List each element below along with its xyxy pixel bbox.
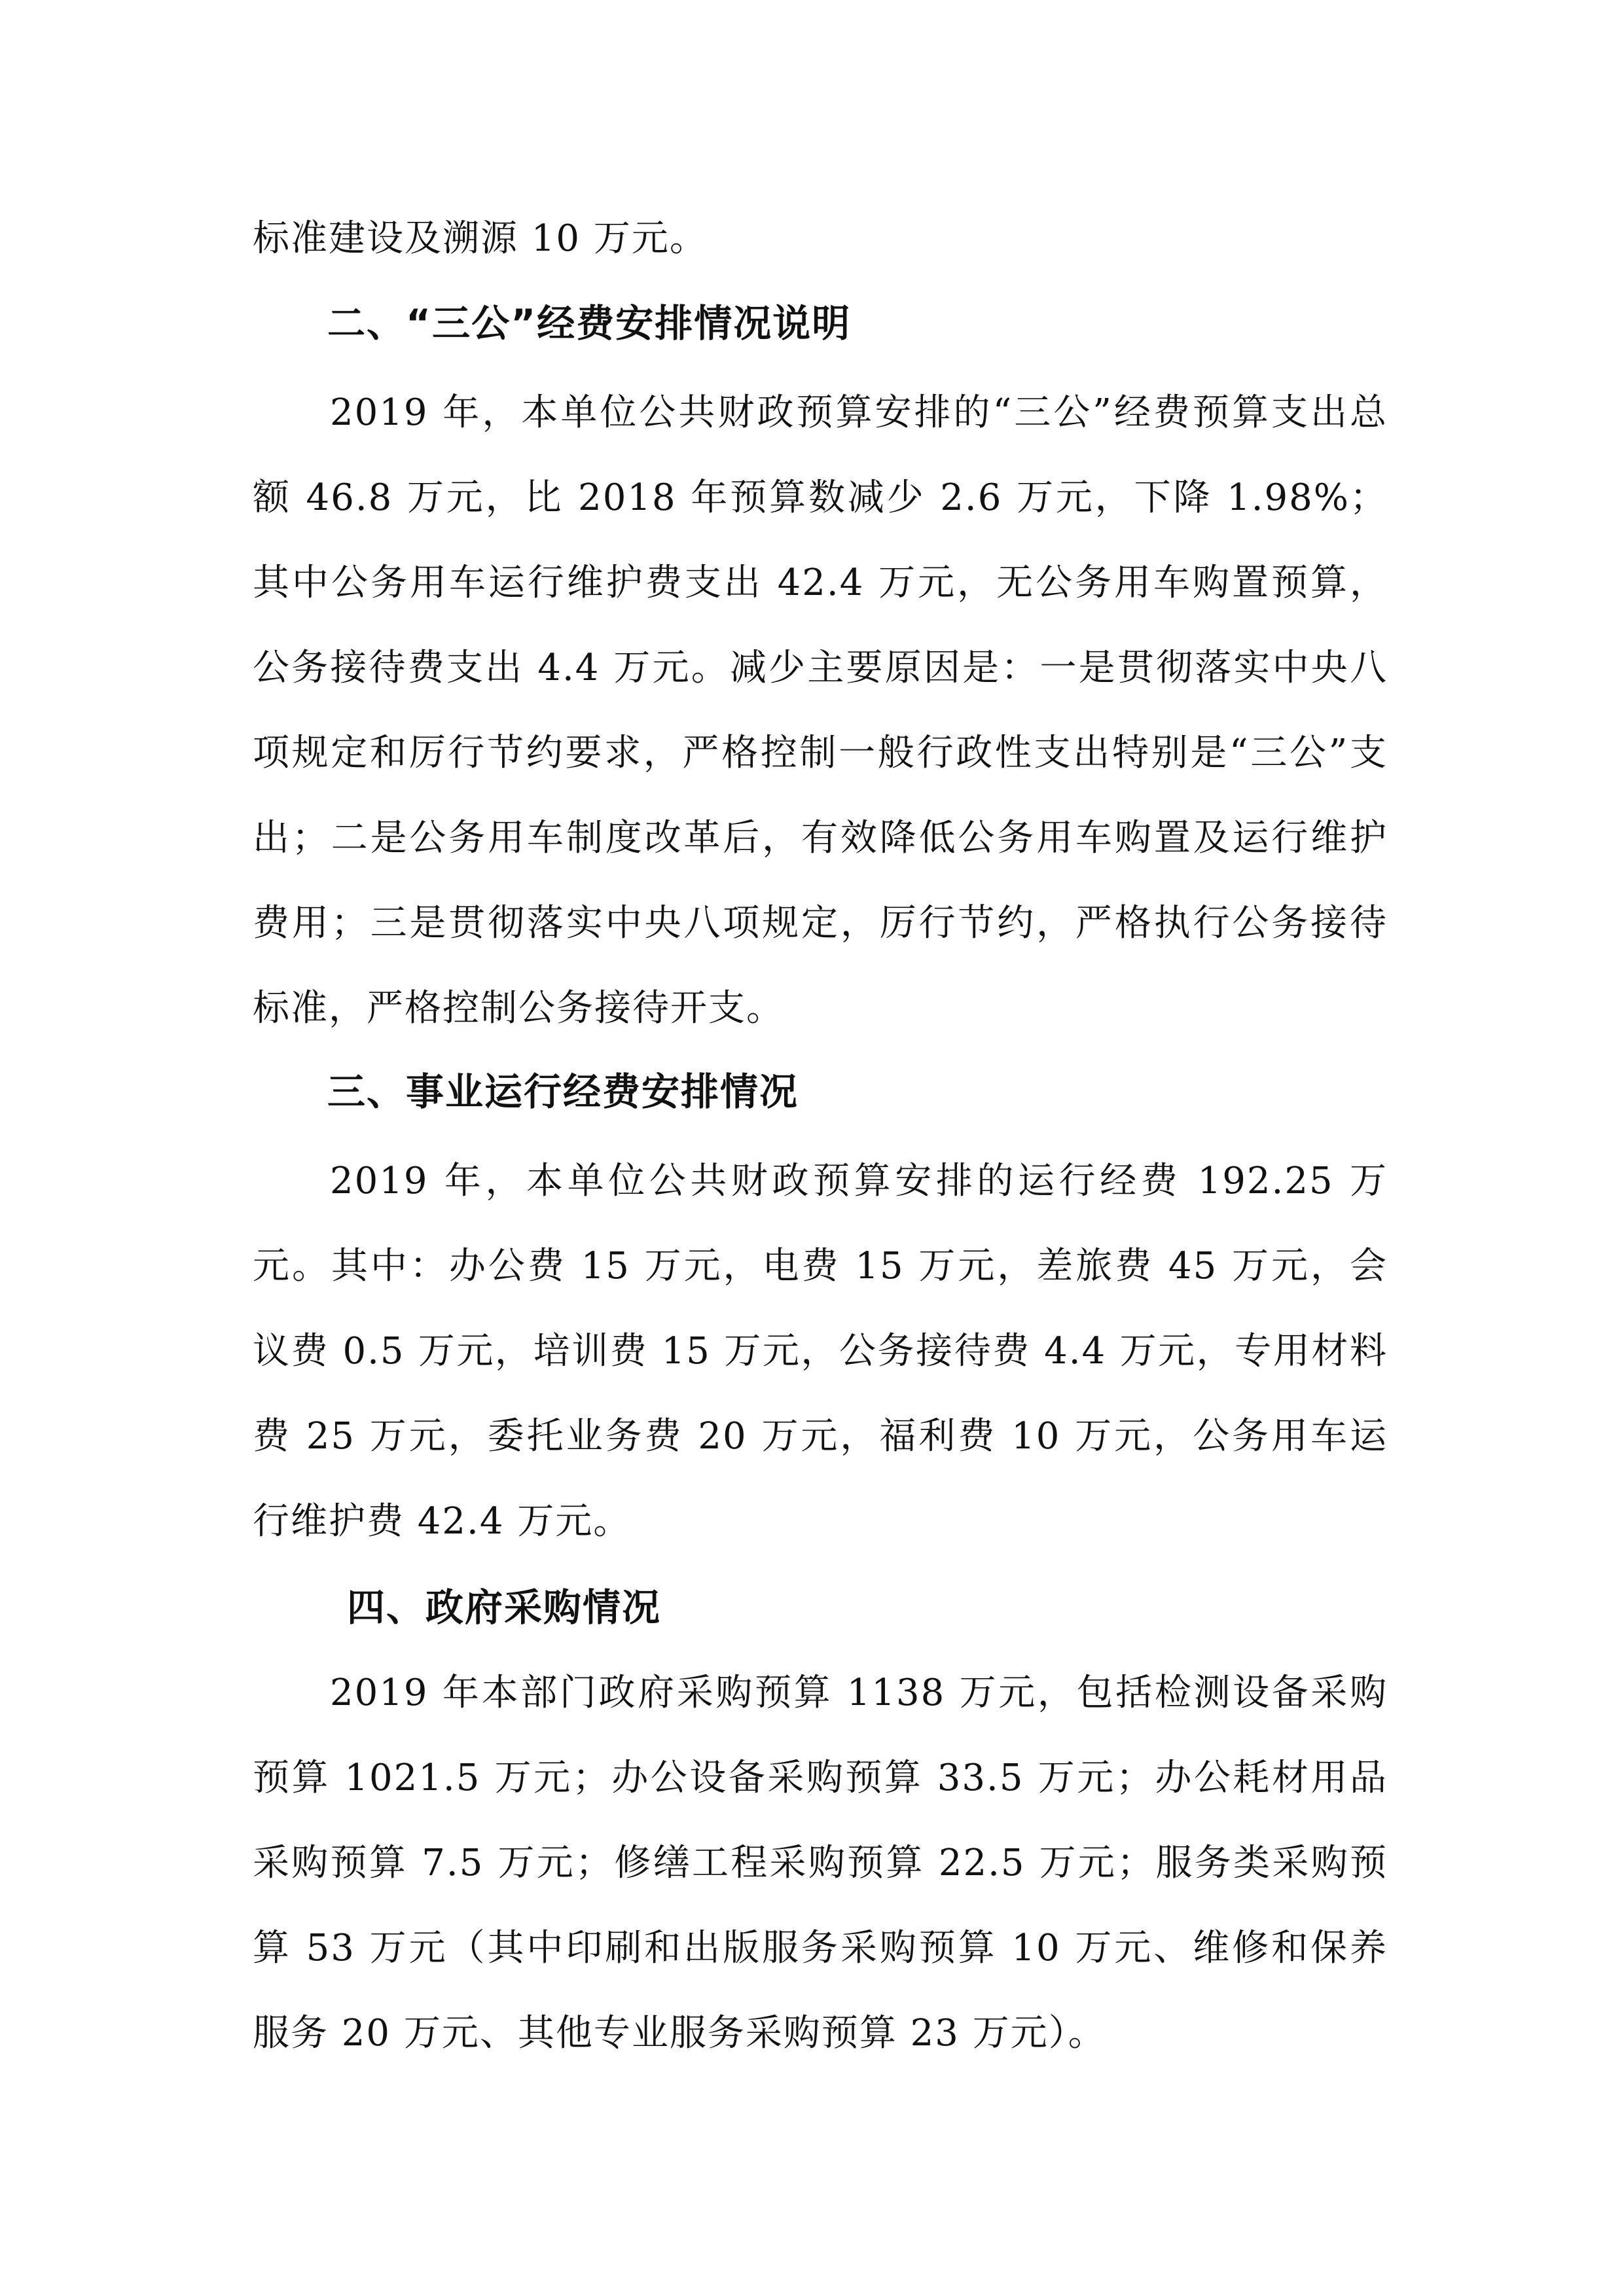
- paragraph-procurement: 2019 年本部门政府采购预算 1138 万元，包括检测设备采购预算 1021.5 万元；办公设备采购预算 33.5 万元；办公耗材用品采购预算 7.5 万元；修缮工程采购预算 22.5 万元；服务类采购预算 53 万元（其中印刷和出版服务采购预算 10 万元、维修和保养服务 20 万元、其他专业服务采购预算 23 万元）。: [253, 1672, 1388, 2054]
- section-heading-procurement: 四、政府采购情况: [347, 1585, 662, 1630]
- section-heading-sangong: 二、“三公”经费安排情况说明: [327, 301, 852, 346]
- continuation-text: 标准建设及溯源 10 万元。: [253, 217, 708, 260]
- paragraph-sangong: 2019 年，本单位公共财政预算安排的“三公”经费预算支出总额 46.8 万元，比 2018 年预算数减少 2.6 万元，下降 1.98%；其中公务用车运行维护费支出 42.4 万元，无公务用车购置预算，公务接待费支出 4.4 万元。减少主要原因是：一是贯彻落实中央八项规定和厉行节约要求，严格控制一般行政性支出特别是“三公”支出；二是公务用车制度改革后，有效降低公务用车购置及运行维护费用；三是贯彻落实中央八项规定，厉行节约，严格执行公务接待标准，严格控制公务接待开支。: [253, 391, 1388, 1030]
- section-heading-operating-expenses: 三、事业运行经费安排情况: [327, 1069, 799, 1114]
- paragraph-operating-expenses: 2019 年，本单位公共财政预算安排的运行经费 192.25 万元。其中：办公费 15 万元，电费 15 万元，差旅费 45 万元，会议费 0.5 万元，培训费 15 万元，公务接待费 4.4 万元，专用材料费 25 万元，委托业务费 20 万元，福利费 10 万元，公务用车运行维护费 42.4 万元。: [253, 1160, 1388, 1543]
